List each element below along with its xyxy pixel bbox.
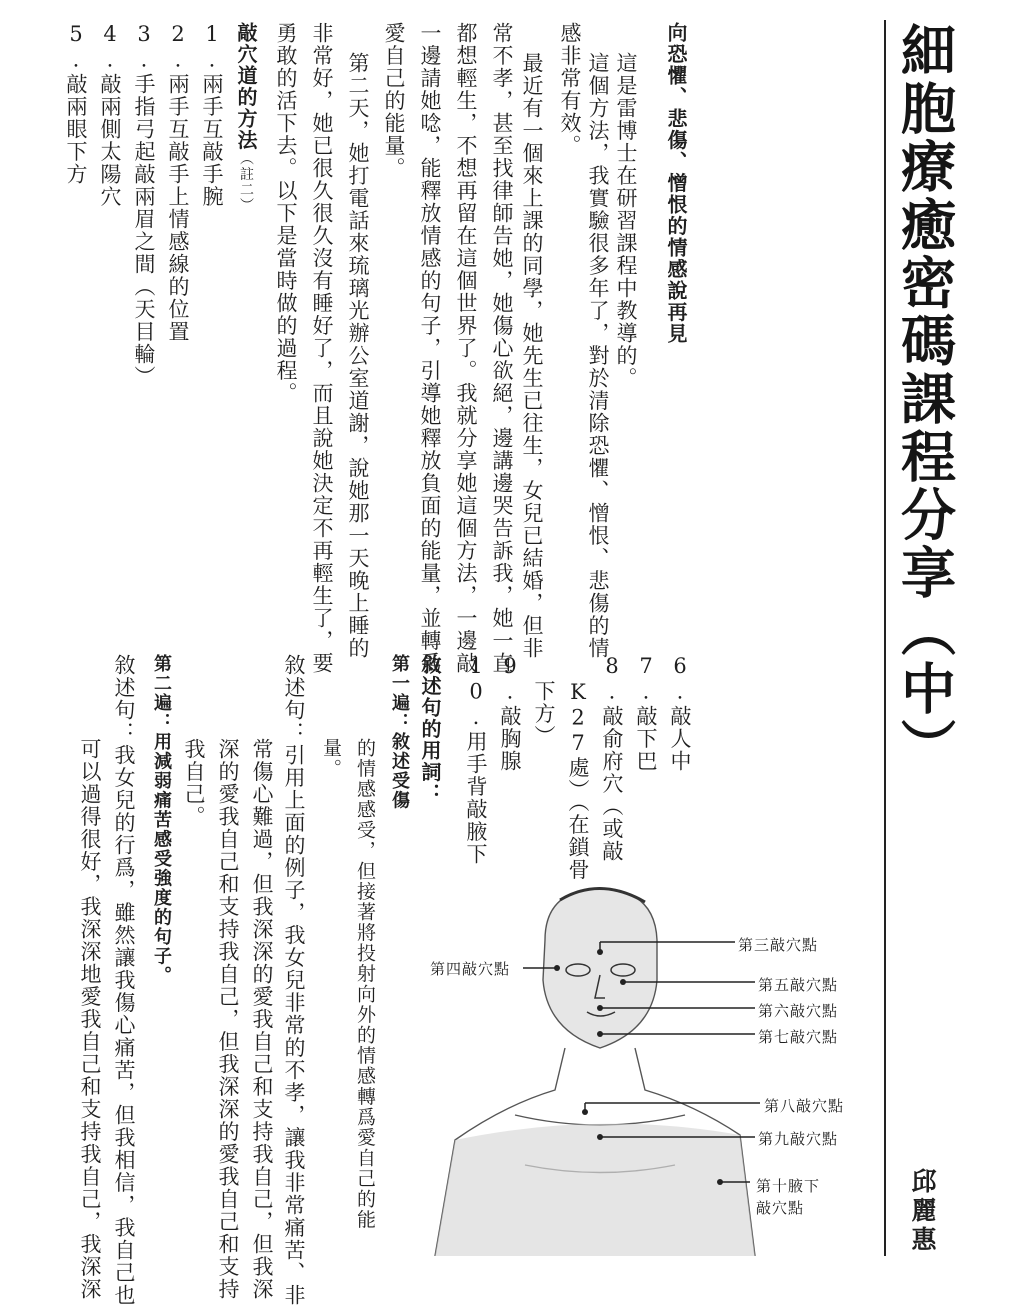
- quote2-line: 敘述句：我女兒的行爲，雖然讓我傷心痛苦，但我相信，我自己也: [112, 654, 136, 1307]
- step-item: 5.敲兩眼下方: [64, 22, 88, 186]
- quote2-line: 可以過得很好，我深深地愛我自己和支持我自己，我深深: [78, 738, 102, 1301]
- author-name: 邱麗惠: [908, 1168, 937, 1255]
- body-line: 常不孝，甚至找律師告她，她傷心欲絕，邊講邊哭告訴我，她一直: [490, 22, 514, 675]
- point-label-6: 第六敲穴點: [758, 1002, 839, 1020]
- body-line: 愛自己的能量。: [382, 22, 406, 180]
- method-note: （註二）: [238, 151, 254, 213]
- point-label-3: 第三敲穴點: [738, 936, 819, 954]
- step-item: 7.敲下巴: [634, 654, 658, 773]
- point-label-10a: 第十腋下: [756, 1177, 821, 1195]
- pass1-line: 量。: [320, 738, 342, 779]
- section-heading: 向恐懼、悲傷、憎恨的情感說再見: [664, 22, 688, 345]
- step-item: 9.敲胸腺: [498, 654, 522, 773]
- title-divider: [884, 20, 886, 1256]
- body-line: 第二天，她打電話來琉璃光辦公室道謝，說她那一天晚上睡的: [346, 52, 370, 660]
- body-line: 都想輕生，不想再留在這個世界了。我就分享她這個方法，一邊敲: [454, 22, 478, 675]
- body-line: 最近有一個來上課的同學，她先生已往生，女兒已結婚，但非: [520, 52, 544, 660]
- body-line: 感非常有效。: [558, 22, 582, 157]
- point-label-10b: 敲穴點: [756, 1199, 805, 1217]
- step-item: 8.敲俞府穴（或敲: [600, 654, 624, 863]
- step-item: 2.兩手互敲手上情感線的位置: [166, 22, 190, 343]
- body-line: 一邊請她唸，能釋放情感的句子，引導她釋放負面的能量，並轉爲: [418, 22, 442, 675]
- step-item: K27處）（在鎖骨: [566, 680, 590, 881]
- quote1-line: 敘述句：引用上面的例子，我女兒非常的不孝，讓我非常痛苦、非: [282, 654, 306, 1307]
- pass2-label: 第二遍：用減弱痛苦感受強度的句子。: [151, 654, 172, 986]
- body-line: 這是雷博士在研習課程中教導的。: [614, 52, 638, 390]
- step-item: 下方）: [532, 680, 556, 748]
- body-line: 這個方法，我實驗很多年了，對於清除恐懼、憎恨、悲傷的情: [586, 52, 610, 660]
- body-line: 勇敢的活下去。以下是當時做的過程。: [274, 22, 298, 405]
- pass1-line: 的情感感受，但接著將投射向外的情感轉爲愛自己的能: [354, 738, 376, 1230]
- pass1-label: 第一遍：敘述受傷: [389, 654, 410, 810]
- step-item: 1.兩手互敲手腕: [200, 22, 224, 208]
- step-item: 6.敲人中: [668, 654, 692, 773]
- quote1-line: 我自己。: [182, 738, 206, 828]
- point-label-7: 第七敲穴點: [758, 1028, 839, 1046]
- point-label-8: 第八敲穴點: [764, 1097, 845, 1115]
- step-item: 4.敲兩側太陽穴: [98, 22, 122, 208]
- quote1-line: 常傷心難過，但我深深的愛我自己和支持我自己，但我深: [250, 738, 274, 1301]
- step-item: 10.用手背敲腋下: [464, 654, 488, 866]
- point-label-5: 第五敲穴點: [758, 976, 839, 994]
- step-item: 3.手指弓起敲兩眉之間（天目輪）: [132, 22, 156, 388]
- phrase-heading: 敘述句的用詞：: [418, 654, 442, 805]
- method-heading: [234, 22, 258, 213]
- body-line: 非常好，她已很久很久沒有睡好了，而且說她決定不再輕生了，要: [310, 22, 334, 675]
- quote1-line: 深的愛我自己和支持我自己，但我深深的愛我自己和支持: [216, 738, 240, 1301]
- point-label-9: 第九敲穴點: [758, 1130, 839, 1148]
- point-label-4: 第四敲穴點: [430, 960, 511, 978]
- page-title: 細胞療癒密碼課程分享（中）: [892, 22, 957, 776]
- method-heading-text: 敲穴道的方法: [234, 22, 258, 151]
